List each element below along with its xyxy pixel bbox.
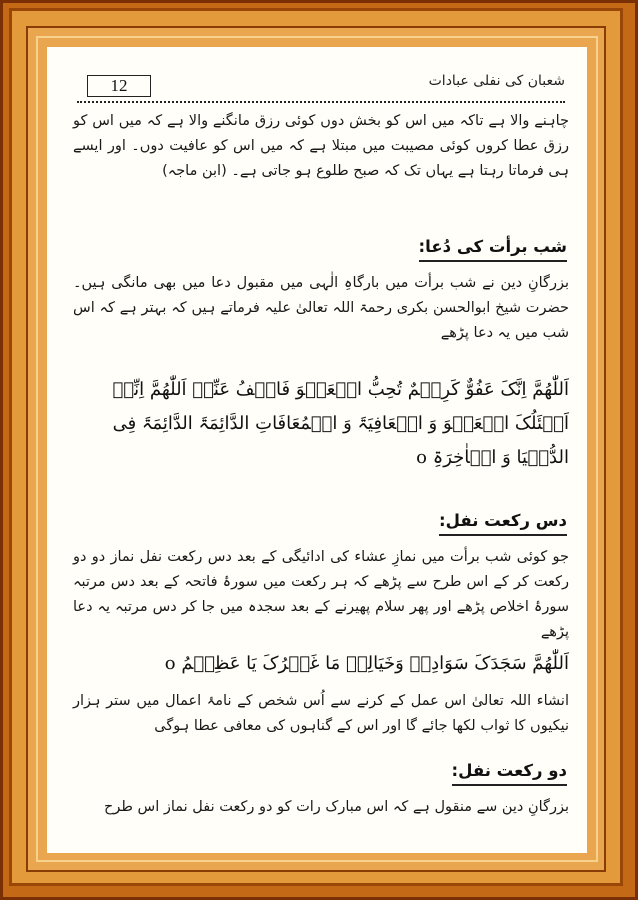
ten-rakat-arabic-text: اَللّٰھُمَّ سَجَدَکَ سَوَادِیۡ وَخَیَالِیۡ مَا غَیۡرُکَ یَا عَظِیۡمُ o — [164, 653, 569, 674]
header-divider — [77, 101, 565, 103]
two-rakat-heading: دو رکعت نفل: — [452, 759, 567, 786]
ten-rakat-heading: دس رکعت نفل: — [439, 509, 567, 536]
ten-rakat-paragraph: جو کوئی شب برأت میں نمازِ عشاء کی ادائیگی کے بعد دس رکعت نفل نماز دو دو رکعت کر کے اس طرح سے پڑھے کہ ہر رکعت میں سورۂ فاتحہ کے بعد دس مرتبہ سورۂ اخلاص پڑھے اور پھر سلام پھیرنے کے بعد سجدہ میں جا کر دس مرتبہ یہ دعا پڑھے — [73, 549, 569, 640]
dua-heading: شب برأت کی دُعا: — [419, 235, 567, 262]
book-page — [47, 47, 587, 853]
dua-arabic-text: اَللّٰھُمَّ اِنَّکَ عَفُوٌّ کَرِیۡمٌ تُحِبُّ الۡعَفۡوَ فَاعۡفُ عَنِّیۡ اَللّٰھُمَّ اِنِّیۡ اَسۡئَلُکَ الۡعَفۡوَ وَ الۡعَافِیَۃَ وَ الۡمُعَافَاتِ الدَّائِمَۃَ الدَّائِمَۃَ فِی الدُّنۡیَا وَ الۡاٰخِرَۃِ o — [112, 379, 569, 468]
intro-paragraph: چاہنے والا ہے تاکہ میں اس کو بخش دوں کوئی رزق مانگنے والا ہے کہ میں اس کو رزق عطا کروں کوئی مصیبت میں مبتلا ہے کہ میں اس کو عافیت دوں۔ اور ایسے ہی فرماتا رہتا ہے یہاں تک کہ صبح طلوع ہو جاتی ہے۔ (ابن ماجہ) — [73, 113, 569, 179]
page-number: 12 — [87, 75, 151, 97]
two-rakat-paragraph: بزرگانِ دین سے منقول ہے کہ اس مبارک رات کو دو رکعت نفل نماز اس طرح — [104, 799, 569, 815]
ten-rakat-reward: انشاء اللہ تعالیٰ اس عمل کے کرنے سے اُس شخص کے نامۂ اعمال میں ستر ہزار نیکیوں کا ثواب لکھا جائے گا اور اس کے گناہوں کی معافی عطا ہوگی — [73, 693, 569, 734]
running-title: شعبان کی نفلی عبادات — [428, 73, 565, 89]
dua-paragraph: بزرگانِ دین نے شب برأت میں بارگاہِ الٰہی میں مقبول دعا میں بھی مانگی ہیں۔ حضرت شیخ ابوالحسن بکری رحمۃ اللہ تعالیٰ علیہ فرماتے ہیں کہ بہتر ہے کہ اس شب میں یہ دعا پڑھے — [73, 275, 569, 341]
